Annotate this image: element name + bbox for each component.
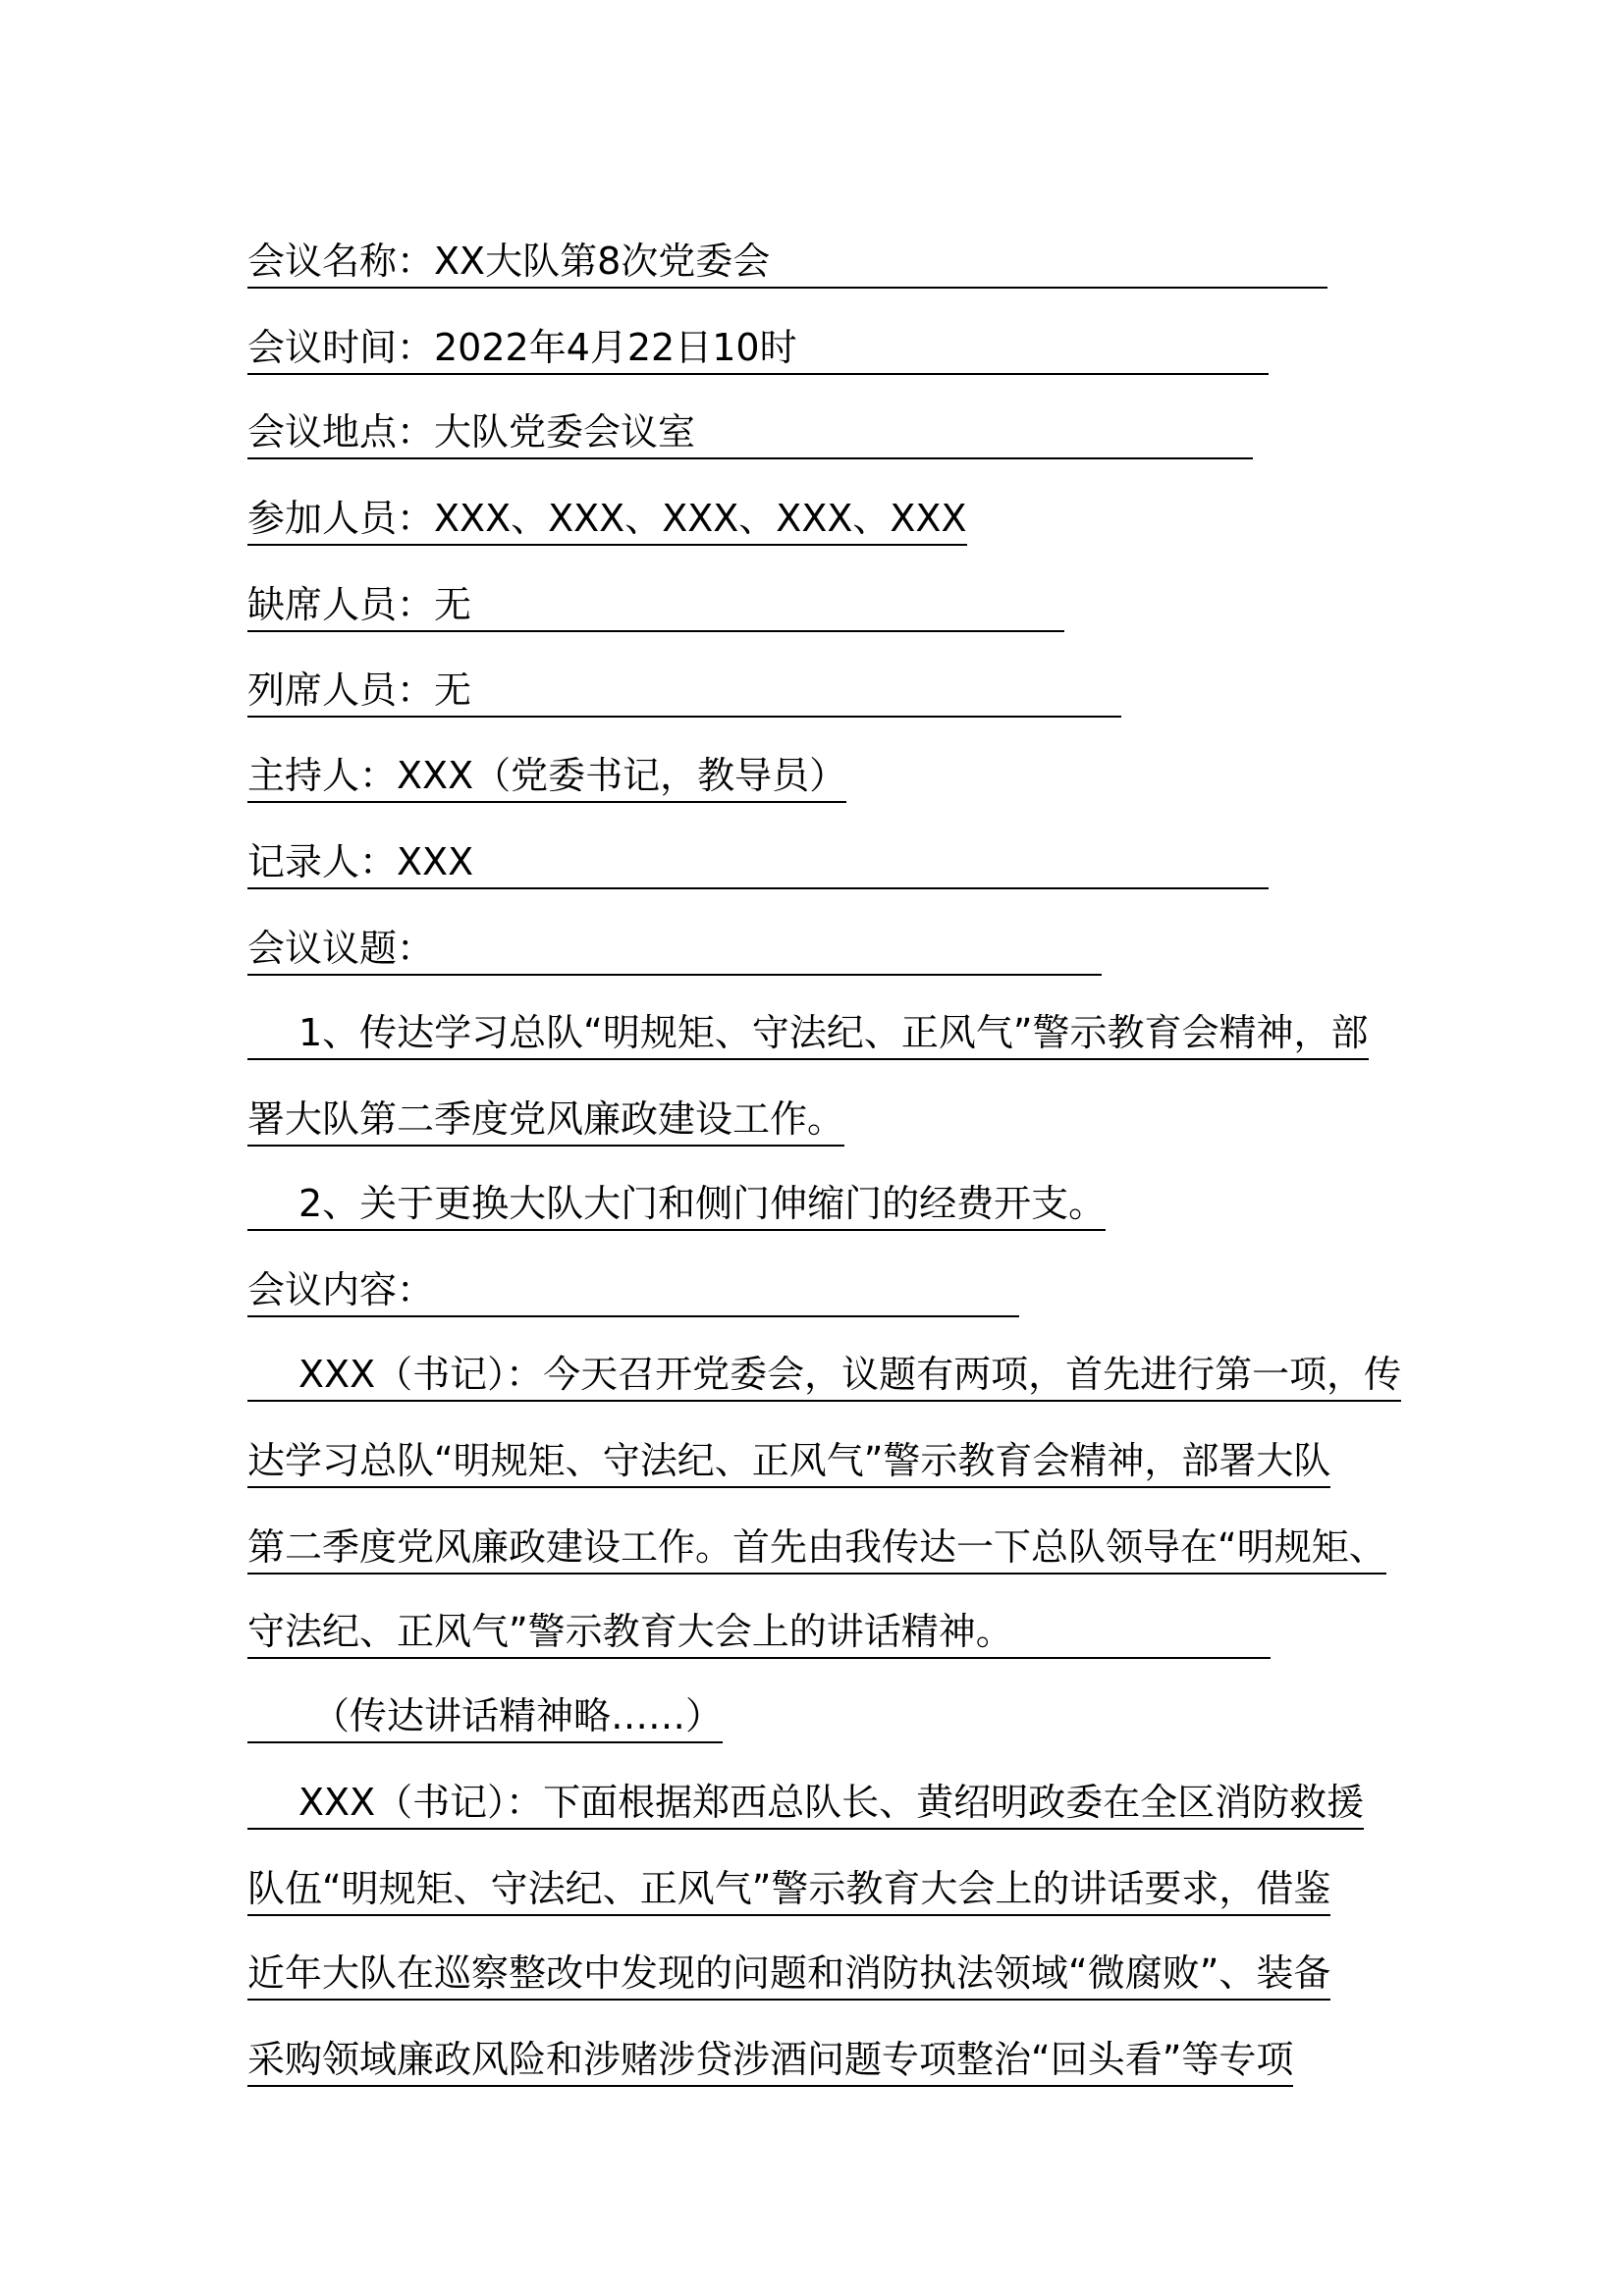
- content-label: 会议内容：: [247, 1264, 434, 1317]
- topic-2-line: [247, 1178, 1106, 1264]
- meeting-time-line: [247, 322, 1269, 408]
- host: 主持人：XXX（党委书记，教导员）: [247, 750, 846, 803]
- topic-text: 1、传达学习总队“明规矩、守法纪、正风气”警示教育会精神，部: [247, 1007, 1369, 1060]
- topic-1-line-2: [247, 1094, 844, 1180]
- content-text: 队伍“明规矩、守法纪、正风气”警示教育大会上的讲话要求，借鉴: [247, 1863, 1330, 1916]
- content-text: XXX（书记）：下面根据郑西总队长、黄绍明政委在全区消防救援: [247, 1777, 1364, 1830]
- content-text: 守法纪、正风气”警示教育大会上的讲话精神。: [247, 1606, 1013, 1659]
- meeting-name-line: [247, 236, 1327, 322]
- underline-blank: [471, 672, 1121, 718]
- underline-blank: [695, 414, 1253, 459]
- host-line: [247, 750, 846, 836]
- attendees-line: [247, 493, 967, 579]
- underline-blank: [770, 243, 1327, 289]
- content-text: 第二季度党风廉政建设工作。首先由我传达一下总队领导在“明规矩、: [247, 1522, 1386, 1575]
- content-line-9: [247, 2034, 1293, 2120]
- underline-blank: [797, 330, 1269, 375]
- content-line-6: [247, 1777, 1364, 1863]
- content-text: 采购领域廉政风险和涉赌涉贷涉酒问题专项整治“回头看”等专项: [247, 2034, 1293, 2087]
- meeting-place: 会议地点：大队党委会议室: [247, 406, 695, 459]
- topic-text: 署大队第二季度党风廉政建设工作。: [247, 1094, 844, 1147]
- underline-blank: [473, 844, 1269, 889]
- meeting-place-line: [247, 406, 1253, 493]
- topic-text: 2、关于更换大队大门和侧门伸缩门的经费开支。: [247, 1178, 1106, 1231]
- content-line-4: [247, 1606, 1271, 1692]
- underline-blank: [1013, 1614, 1271, 1659]
- absent: 缺席人员：无: [247, 579, 471, 632]
- underline-blank: [434, 1272, 1019, 1317]
- recorder: 记录人：XXX: [247, 836, 473, 889]
- content-line-7: [247, 1863, 1330, 1949]
- underline-blank: [471, 587, 1064, 632]
- nonvoting: 列席人员：无: [247, 665, 471, 718]
- content-label-line: [247, 1264, 1019, 1351]
- topic-1-line-1: [247, 1007, 1369, 1094]
- attendees: 参加人员：XXX、XXX、XXX、XXX、XXX: [247, 493, 967, 546]
- content-line-2: [247, 1435, 1330, 1522]
- topics-label: 会议议题：: [247, 923, 434, 976]
- content-line-5: [247, 1690, 723, 1777]
- content-line-8: [247, 1948, 1330, 2034]
- topics-label-line: [247, 923, 1102, 1009]
- underline-blank: [434, 931, 1102, 976]
- recorder-line: [247, 836, 1269, 923]
- meeting-name: 会议名称：XX大队第8次党委会: [247, 236, 770, 289]
- content-text: 达学习总队“明规矩、守法纪、正风气”警示教育会精神，部署大队: [247, 1435, 1330, 1488]
- absent-line: [247, 579, 1064, 666]
- content-text: 近年大队在巡察整改中发现的问题和消防执法领域“微腐败”、装备: [247, 1948, 1330, 2001]
- content-text: XXX（书记）：今天召开党委会，议题有两项，首先进行第一项，传: [247, 1349, 1401, 1402]
- nonvoting-line: [247, 665, 1121, 751]
- content-line-1: [247, 1349, 1401, 1435]
- content-line-3: [247, 1522, 1386, 1608]
- meeting-time: 会议时间：2022年4月22日10时: [247, 322, 797, 375]
- content-text: （传达讲话精神略……）: [247, 1690, 723, 1743]
